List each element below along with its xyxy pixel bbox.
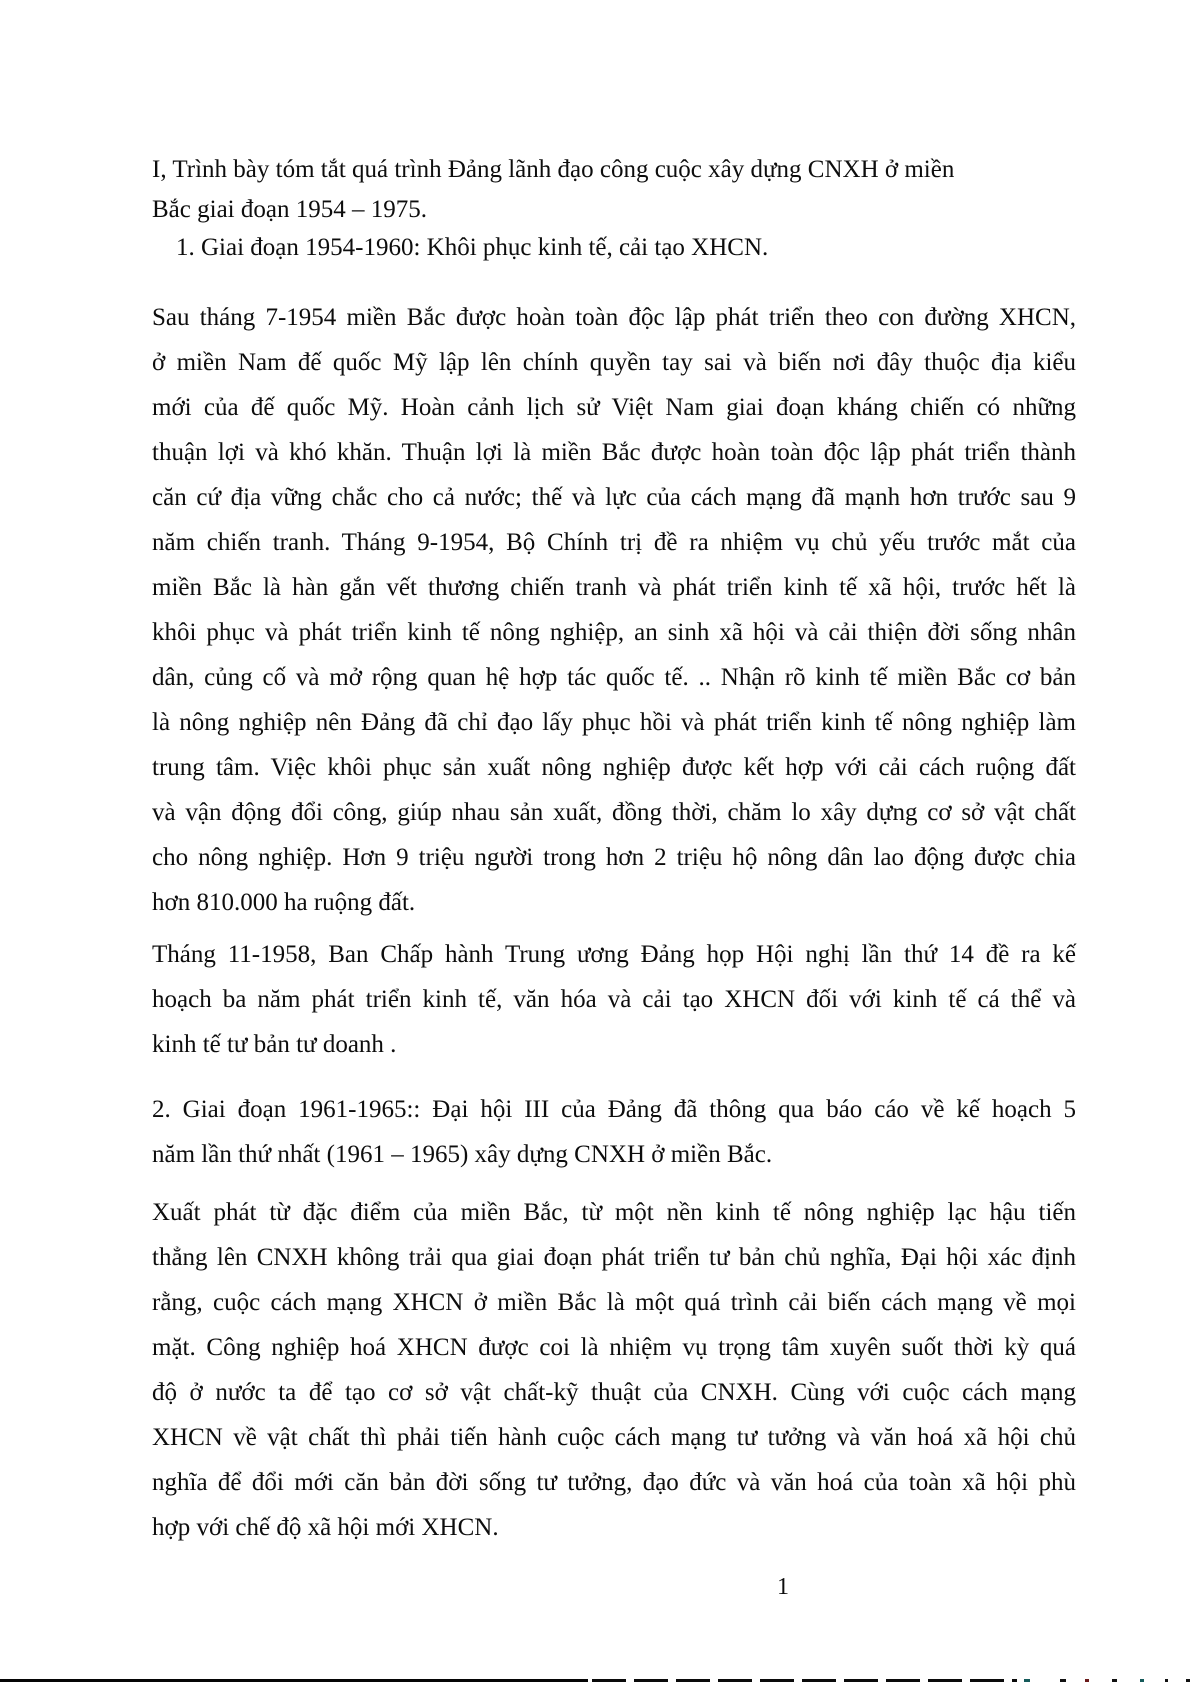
page-number: 1 [777, 1574, 789, 1600]
edge-artifact-dashes [592, 1679, 1017, 1682]
text-line: là nông nghiệp nên Đảng đã chỉ đạo lấy phục hồi và phát triển kinh tế nông nghiệp làm [152, 709, 1076, 736]
text-line: hơn 810.000 ha ruộng đất. [152, 889, 416, 916]
paragraph-3 [152, 1190, 1076, 1550]
text-line: kinh tế tư bản tư doanh . [152, 1031, 397, 1058]
text-line: cho nông nghiệp. Hơn 9 triệu người trong hơn 2 triệu hộ nông dân lao động được chia [152, 844, 1076, 871]
text-line: Tháng 11-1958, Ban Chấp hành Trung ương Đảng họp Hội nghị lần thứ 14 đề ra kế [152, 941, 1076, 968]
text-line: miền Bắc là hàn gắn vết thương chiến tranh và phát triển kinh tế xã hội, trước hết là [152, 574, 1076, 601]
text-line: trung tâm. Việc khôi phục sản xuất nông nghiệp được kết hợp với cải cách ruộng đất [152, 754, 1076, 781]
paragraph-2 [152, 932, 1076, 1067]
text-line: Sau tháng 7-1954 miền Bắc được hoàn toàn độc lập phát triển theo con đường XHCN, [152, 304, 1076, 331]
text-line: thẳng lên CNXH không trải qua giai đoạn phát triển tư bản chủ nghĩa, Đại hội xác định [152, 1244, 1076, 1271]
text-line: ở miền Nam đế quốc Mỹ lập lên chính quyền tay sai và biến nơi đây thuộc địa kiểu [152, 349, 1076, 376]
text-line: Xuất phát từ đặc điểm của miền Bắc, từ một nền kinh tế nông nghiệp lạc hậu tiến [152, 1199, 1076, 1226]
text-line: Bắc giai đoạn 1954 – 1975. [152, 196, 427, 223]
text-line: 2. Giai đoạn 1961-1965:: Đại hội III của Đảng đã thông qua báo cáo về kế hoạch 5 [152, 1096, 1076, 1123]
text-line: nghĩa để đổi mới căn bản đời sống tư tưởng, đạo đức và văn hoá của toàn xã hội phù [152, 1469, 1076, 1496]
section-heading-3 [152, 1087, 1076, 1177]
text-line: 1. Giai đoạn 1954-1960: Khôi phục kinh tế, cải tạo XHCN. [176, 234, 769, 261]
edge-artifact-solid-line [0, 1679, 588, 1682]
text-line: năm chiến tranh. Tháng 9-1954, Bộ Chính trị đề ra nhiệm vụ chủ yếu trước mắt của [152, 529, 1076, 556]
text-line: và vận động đổi công, giúp nhau sản xuất, đồng thời, chăm lo xây dựng cơ sở vật chất [152, 799, 1076, 826]
text-line: thuận lợi và khó khăn. Thuận lợi là miền Bắc được hoàn toàn độc lập phát triển thành [152, 439, 1076, 466]
text-line: dân, củng cố và mở rộng quan hệ hợp tác quốc tế. .. Nhận rõ kinh tế miền Bắc cơ bản [152, 664, 1076, 691]
text-line: hợp với chế độ xã hội mới XHCN. [152, 1514, 499, 1541]
text-line: mới của đế quốc Mỹ. Hoàn cảnh lịch sử Việt Nam giai đoạn kháng chiến có những [152, 394, 1076, 421]
section-heading-2 [152, 228, 1100, 268]
text-line: khôi phục và phát triển kinh tế nông nghiệp, an sinh xã hội và cải thiện đời sống nhân [152, 619, 1076, 646]
text-line: căn cứ địa vững chắc cho cả nước; thế và lực của cách mạng đã mạnh hơn trước sau 9 [152, 484, 1076, 511]
page-edge-artifact [0, 1678, 1191, 1683]
paragraph-1 [152, 295, 1076, 925]
text-line: rằng, cuộc cách mạng XHCN ở miền Bắc là một quá trình cải biến cách mạng về mọi [152, 1289, 1076, 1316]
text-line: I, Trình bày tóm tắt quá trình Đảng lãnh đạo công cuộc xây dựng CNXH ở miền [152, 156, 955, 183]
section-heading-1 [152, 150, 1076, 230]
text-line: độ ở nước ta để tạo cơ sở vật chất-kỹ thuật của CNXH. Cùng với cuộc cách mạng [152, 1379, 1076, 1406]
text-line: XHCN về vật chất thì phải tiến hành cuộc cách mạng tư tưởng và văn hoá xã hội chủ [152, 1424, 1076, 1451]
text-line: hoạch ba năm phát triển kinh tế, văn hóa và cải tạo XHCN đối với kinh tế cá thể và [152, 986, 1076, 1013]
text-line: mặt. Công nghiệp hoá XHCN được coi là nhiệm vụ trọng tâm xuyên suốt thời kỳ quá [152, 1334, 1076, 1361]
text-line: năm lần thứ nhất (1961 – 1965) xây dựng CNXH ở miền Bắc. [152, 1141, 773, 1168]
